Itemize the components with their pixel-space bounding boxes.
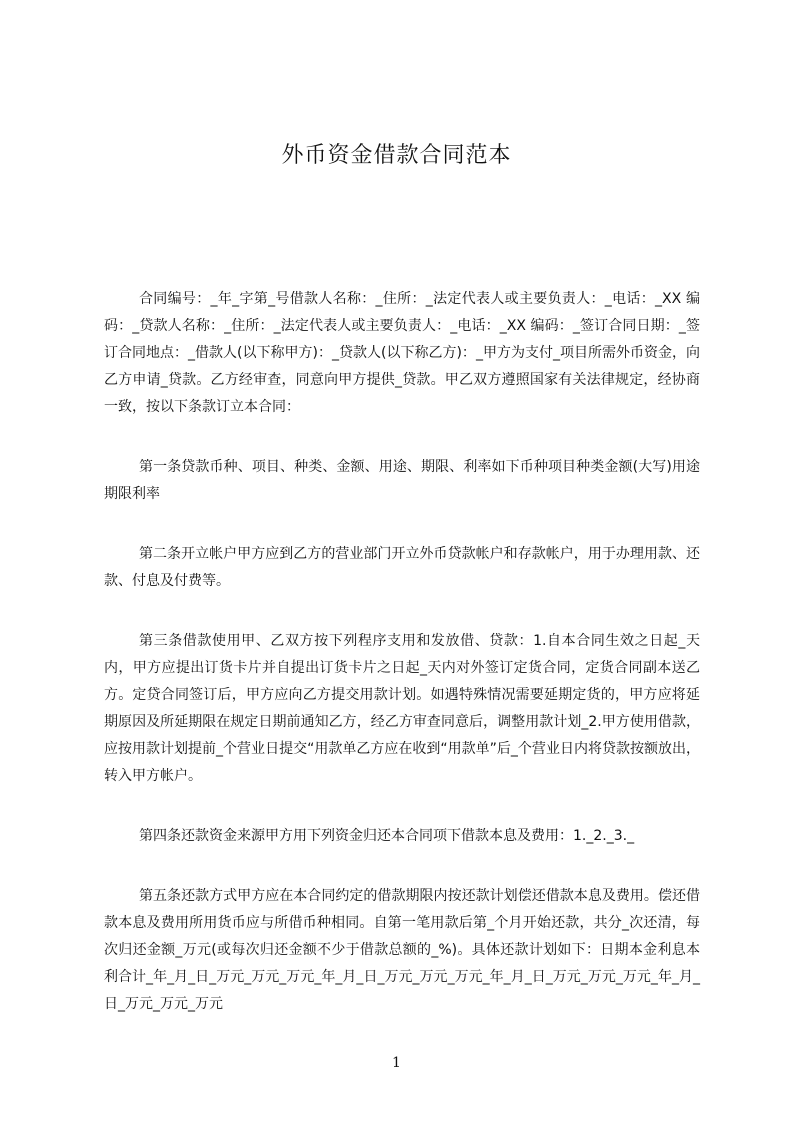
page-number: 1 (392, 1055, 401, 1071)
paragraph-article-4: 第四条还款资金来源甲方用下列资金归还本合同项下借款本息及费用：1._2._3._ (139, 828, 635, 844)
document-body (104, 286, 700, 1051)
paragraph-preamble: 合同编号：_年_字第_号借款人名称：_住所：_法定代表人或主要负责人：_电话：_XX 编码：_贷款人名称：_住所：_法定代表人或主要负责人：_电话：_XX 编码：_签订合同日期：_签订合同地点：_借款人(以下称甲方)：_贷款人(以下称乙方)：_甲方为支付_项目所需外币资金，向乙方申请_贷款。乙方经审查，同意向甲方提供_贷款。甲乙双方遵照国家有关法律规定，经协商一致，按以下条款订立本合同： (104, 291, 700, 415)
paragraph-article-3: 第三条借款使用甲、乙双方按下列程序支用和发放借、贷款：1.自本合同生效之日起_天内，甲方应提出订货卡片并自提出订货卡片之日起_天内对外签订定货合同，定货合同副本送乙方。定贷合同签订后，甲方应向乙方提交用款计划。如遇特殊情况需要延期定货的，甲方应将延期原因及所延期限在规定日期前通知乙方，经乙方审查同意后，调整用款计划_2.甲方使用借款，应按用款计划提前_个营业日提交“用款单乙方应在收到“用款单”后_个营业日内将贷款按额放出，转入甲方帐户。 (104, 633, 700, 784)
paragraph-article-5: 第五条还款方式甲方应在本合同约定的借款期限内按还款计划偿还借款本息及费用。偿还借款本息及费用所用货币应与所借币种相同。自第一笔用款后第_个月开始还款，共分_次还清，每次归还金额_万元(或每次归还金额不少于借款总额的_%)。具体还款计划如下：日期本金利息本利合计_年_月_日_万元_万元_万元_年_月_日_万元_万元_万元_年_月_日_万元_万元_万元_年_月_日_万元_万元_万元 (104, 888, 700, 1012)
paragraph-article-2: 第二条开立帐户甲方应到乙方的营业部门开立外币贷款帐户和存款帐户，用于办理用款、还款、付息及付费等。 (104, 546, 700, 589)
paragraph-article-1: 第一条贷款币种、项目、种类、金额、用途、期限、利率如下币种项目种类金额(大写)用途期限利率 (104, 459, 700, 502)
document-title: 外币资金借款合同范本 (281, 143, 512, 168)
